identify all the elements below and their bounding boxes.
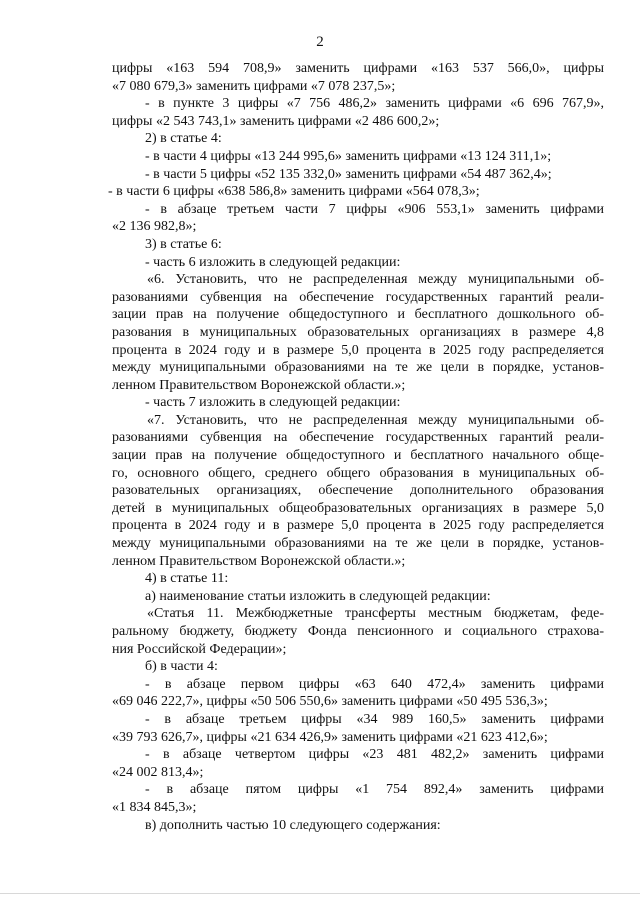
text-line: 2) в статье 4:: [145, 131, 222, 147]
text-line: а) наименование статьи изложить в следующей редакции:: [145, 588, 491, 604]
text-line: разовательных организациях, обеспечение дополнительного образования: [112, 483, 604, 499]
text-line: разования в муниципальных образовательных организациях в размере 4,8: [112, 324, 604, 340]
text-line: зации прав на получение общедоступного и бесплатного начального обще-: [112, 448, 604, 464]
text-line: ленном Правительством Воронежской области.»;: [112, 553, 406, 569]
text-line: «Статья 11. Межбюджетные трансферты местным бюджетам, феде-: [147, 606, 604, 622]
text-line: 3) в статье 6:: [145, 236, 222, 252]
text-line: «6. Установить, что не распределенная между муниципальными об-: [147, 272, 604, 288]
document-body: [108, 60, 604, 834]
text-line: «39 793 626,7», цифры «21 634 426,9» заменить цифрами «21 623 412,6»;: [112, 729, 548, 745]
text-line: «24 002 813,4»;: [112, 764, 204, 780]
text-line: ния Российской Федерации»;: [112, 641, 287, 657]
text-line: цифры «163 594 708,9» заменить цифрами «163 537 566,0», цифры: [112, 61, 604, 76]
text-line: - в абзаце третьем части 7 цифры «906 553,1» заменить цифрами: [145, 201, 604, 217]
text-line: процента в 2024 году и в размере 5,0 процента в 2025 году распределяется: [112, 518, 604, 534]
text-line: - в части 5 цифры «52 135 332,0» заменить цифрами «54 487 362,4»;: [145, 166, 552, 182]
text-line: б) в части 4:: [145, 659, 218, 675]
text-line: - в абзаце третьем цифры «34 989 160,5» заменить цифрами: [145, 711, 604, 727]
text-line: «2 136 982,8»;: [112, 219, 197, 235]
text-line: в) дополнить частью 10 следующего содержания:: [145, 817, 441, 833]
text-line: 4) в статье 11:: [145, 571, 229, 587]
text-line: - часть 6 изложить в следующей редакции:: [145, 254, 401, 270]
text-line: - часть 7 изложить в следующей редакции:: [145, 395, 401, 411]
text-line: - в части 4 цифры «13 244 995,6» заменить цифрами «13 124 311,1»;: [145, 148, 552, 164]
text-line: зации прав на получение общедоступного и бесплатного дошкольного об-: [112, 307, 604, 323]
text-line: детей в муниципальных общеобразовательных организациях в размере 5,0: [112, 500, 604, 516]
text-line: «1 834 845,3»;: [112, 799, 197, 815]
text-line: го, основного общего, среднего общего образования в муниципальных об-: [112, 465, 604, 481]
text-line: разованиями субвенция на обеспечение государственных гарантий реали-: [112, 289, 604, 305]
text-line: цифры «2 543 743,1» заменить цифрами «2 486 600,2»;: [112, 113, 440, 129]
text-line: между муниципальными образованиями на те же цели в порядке, установ-: [112, 360, 604, 376]
text-line: между муниципальными образованиями на те же цели в порядке, установ-: [112, 536, 604, 552]
text-line: «7. Установить, что не распределенная между муниципальными об-: [147, 412, 604, 428]
scan-edge-line: [0, 893, 640, 894]
text-line: - в абзаце пятом цифры «1 754 892,4» заменить цифрами: [145, 782, 604, 798]
text-line: разованиями субвенция на обеспечение государственных гарантий реали-: [112, 430, 604, 446]
text-line: ленном Правительством Воронежской области.»;: [112, 377, 406, 393]
text-line: «69 046 222,7», цифры «50 506 550,6» заменить цифрами «50 495 536,3»;: [112, 694, 548, 710]
text-line: «7 080 679,3» заменить цифрами «7 078 237,5»;: [112, 78, 396, 94]
text-line: процента в 2024 году и в размере 5,0 процента в 2025 году распределяется: [112, 342, 604, 358]
text-line: - в части 6 цифры «638 586,8» заменить цифрами «564 078,3»;: [108, 184, 480, 200]
text-line: - в абзаце первом цифры «63 640 472,4» заменить цифрами: [145, 676, 604, 692]
text-line: - в абзаце четвертом цифры «23 481 482,2» заменить цифрами: [145, 747, 604, 763]
page-number: 2: [316, 34, 324, 50]
text-line: - в пункте 3 цифры «7 756 486,2» заменить цифрами «6 696 767,9»,: [145, 96, 604, 112]
text-line: ральному бюджету, бюджету Фонда пенсионного и социального страхова-: [112, 624, 604, 639]
